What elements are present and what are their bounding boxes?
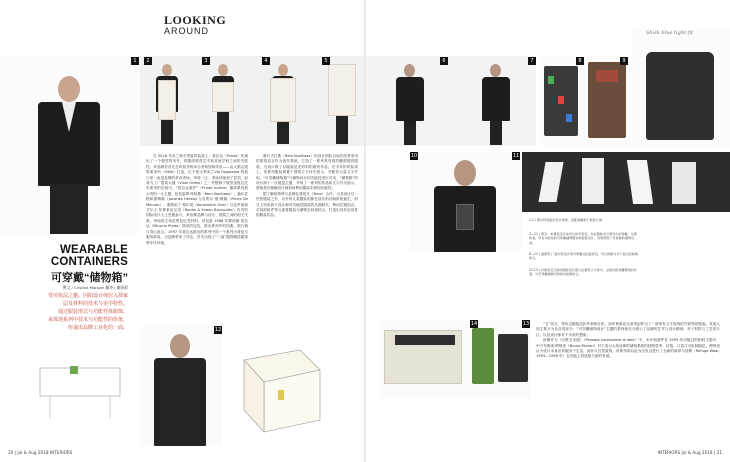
photo-2-row	[140, 56, 364, 146]
article-column-3	[536, 322, 720, 446]
photo-8-9	[540, 56, 630, 146]
photo-number: 2	[144, 57, 152, 65]
photo-number: 10	[410, 153, 418, 159]
article-column-2	[256, 154, 358, 310]
section-title-bold: LOOKING	[164, 13, 227, 27]
article-paragraph: 据了解哈特塔与品牌在康是凡（Bron）合作，为其设计过一件张服装之外，另外的几款服装则都在设计的初始阶段诞生，形式上则来源于设计师对功能性服装的长期研究，利用拉链扣合、可拆卸组件等元素将服装与储物空间相结合，打造出具有实用性的服装作品。	[256, 191, 358, 218]
photo-6-7	[366, 56, 536, 146]
intro-line: 来体现系列中技术与功能性的价值，	[47, 317, 128, 323]
photo-number: 6	[440, 57, 448, 65]
photo-number: 8	[576, 57, 584, 65]
folio-right: INTERIORS Jul & Aug 2018 | 21	[657, 450, 722, 455]
article-column-1	[146, 154, 248, 310]
caption-3: 6—11 / 康斯坦丁·格尔契设计的可穿戴式拉链背包，可以拆卸为多个独立的收纳单元。	[529, 252, 638, 261]
byline: 撰文 / Cristina Morozzi 翻译 / 谢丽群	[62, 285, 128, 290]
intro-line: 受劳抚法之邀。因阳设计师居入揉家	[47, 293, 128, 299]
photo-11	[410, 152, 522, 252]
article-paragraph: “卫”风衣、带有尖帽装拉扣外套和针织，而布鲁莱克兄弟则创作出了一款带有文字装饰的外套等款服装。其他人则主要分为各自的部分：“可穿戴储物设计”主题的系列就充分展示了品牌的艺术与设计精神，对于材料与工艺的专注，以及设计师对于未来的想象。	[536, 322, 720, 337]
section-title-light: AROUND	[164, 26, 210, 36]
photo-number: 14	[470, 321, 478, 327]
photo-number: 11	[512, 153, 520, 159]
article-headline	[10, 244, 128, 284]
photo-number: 5	[322, 57, 330, 65]
intro-line: 层及材料的技术与美学特性。	[62, 301, 128, 307]
photo-number: 9	[620, 57, 628, 65]
folio-left: 20 | Jul & Aug 2018 INTERIORS	[8, 450, 73, 455]
photo-14	[380, 320, 530, 398]
caption-2: 3—11 / 研究：布鲁莱克兄弟设计的手套包，和在服装设计研究中的穿戴，从整体看，带有功能性的可穿戴储物服饰和套装设计，有效利用了可拆卸的储物空间。	[529, 232, 637, 245]
sketch-drawing-left	[30, 356, 130, 426]
photo-number: 3	[202, 57, 210, 65]
headline-en-2: CONTAINERS	[50, 256, 128, 268]
caption-4: 12,13 / 布鲁莱克兄弟的服装设计展示在建筑立方体中，呈现出极具雕塑感的外观，与可穿戴储物空间的功能相结合。	[529, 268, 637, 277]
photo-number: 13	[522, 321, 530, 327]
section-title	[164, 14, 226, 36]
article-paragraph: 致敬作为（宗教艺术展）（Pensare confondere le idee）中，米开朗基罗在 1993 年出版过的相同主题中，中兴布鲁诺·穆纳里（Bruno Munari）对于成为人体延伸的储物系统的独特思考：拉链、口袋与可拆卸隔层，穆纳里认为设计本身应该服务于生活，而非仅仅是装饰，该系列即以此为出发点进行了全新的演绎与诠释（Refuge Wear, 1993—1996 年）在功能上的延续与新的发展。	[536, 338, 720, 359]
photo-number: 7	[528, 57, 536, 65]
photo-1	[0, 56, 140, 234]
photo-12	[522, 152, 730, 212]
photo-13	[140, 326, 222, 446]
intro-line: 传递出品牌工业化的一面。	[67, 325, 128, 331]
sketch-drawing-box	[224, 330, 336, 442]
headline-en-1: WEARABLE	[59, 244, 128, 256]
photo-10-sketch	[632, 30, 730, 146]
intro-line: 通过服装形式与功能性体服饰，	[57, 309, 128, 315]
headline-cn: 可穿戴“储物箱”	[51, 272, 128, 284]
sketch-note: Shisk blue tight-fit	[646, 30, 694, 36]
photo-number: 12	[214, 327, 222, 333]
caption-1: 1,2 / 赛尔特利诺的设计效果，搭配卷帽套于展装衣饰。	[529, 218, 605, 222]
article-paragraph: 在 2018 年米兰秋冬男装时装周上，普拉达（Prada）传递出了一个强烈的讯号，即透面锥将艺术和其他学科之间的关联性。该品牌首首先在时装秀的举办者荷智和体验——由大都会建筑事务所（OMA）打造，位于意大利米兰Via Fogazzaro 的展厅里一直是品牌的常设秀场，华诺一区，秀场持续到了层顶，前身为工厂建筑大楼（Viale Ortles）之一并整修于展馆里组这艺术系列的空间中。“普拉达第护”（Prada Invites）邀请系列展示秀的一大主题，包括雷姆·库哈斯（Rem Koolhaas）、赫尔佐格和德梅隆（Jacques Herzog 与皮埃尔·德·梅隆（Pierre De Meuron）、康斯坦丁·格尔契（Konstantin Grcic）以及罗南和艾尔文·布鲁莱克兄弟（Ronan & Erwan Bouroullec）在内的国际设计人士受邀参与，来诠释品牌与设计、建筑之间的相关关系。秀场的主角是黑色尼龙材料，该包是 1988 年缪西娅·普拉达（Miuccia Prada）简单的包包，推出系列中的经典，旅行箱与背心组合。1997 年普拉达推出的系列中的一个系列为背包与服饰套装，为品牌带来了冲击，首次出现了“二战”服饰精选服饰等年代风格。	[146, 154, 248, 245]
photo-number: 1	[131, 57, 139, 65]
intro-text	[24, 292, 128, 332]
photo-number: 4	[262, 57, 270, 65]
article-paragraph: 康尔古拉斯（Rem Koolhaas）的设计团队以他们经常采用的建筑语言作为创作基础，打造了一系列具有强烈雕塑感的服装；为设计做了以服装尼龙材料的系列作品。在今年的时装周上，该系列服装被置于建筑立方体中展示，并配有大量文字介绍。“可穿戴储物箱”与储物设计的功能性进行对话，“储物箱”的设计源于一次展览主题，并用了一系列的作品和文字作为展示，帮助我们理解设计师如何利用服装来展现功能性。	[256, 154, 358, 191]
